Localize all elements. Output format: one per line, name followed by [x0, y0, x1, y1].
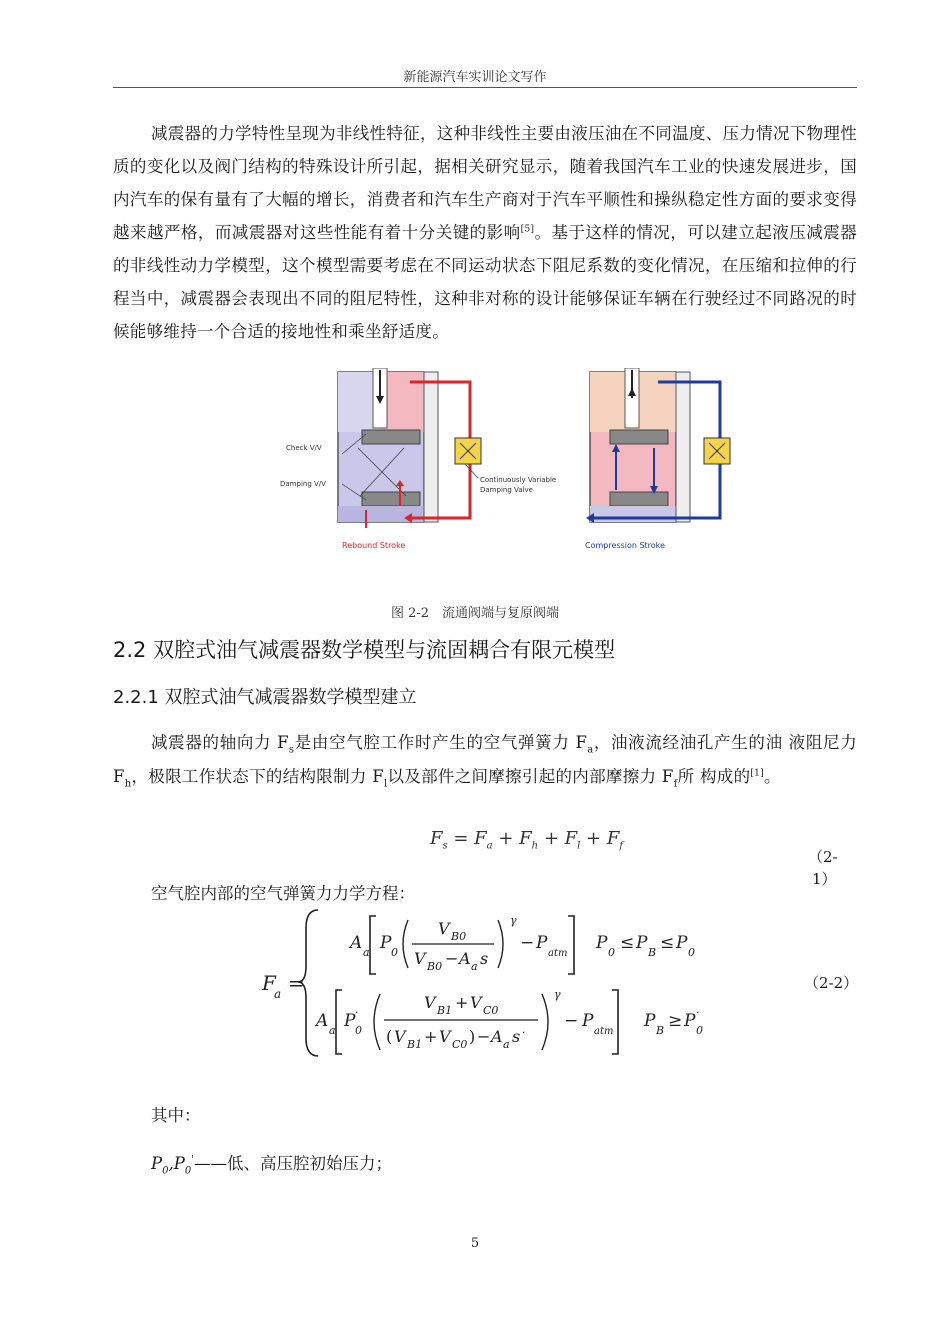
- svg-text:B0: B0: [451, 930, 467, 943]
- symbol-Fl-sub: l: [384, 778, 388, 790]
- svg-text:a: a: [274, 987, 282, 1001]
- citation-5[interactable]: [5]: [520, 224, 535, 235]
- svg-text:A: A: [316, 1011, 329, 1031]
- symbol-Ff: F: [661, 767, 674, 786]
- damper-diagram: [280, 368, 732, 552]
- equation-2-1: $F_s = F_a + F_h + F_l + F_f$: [430, 828, 624, 852]
- svg-text:0: 0: [696, 1024, 703, 1037]
- svg-text:0: 0: [608, 946, 615, 959]
- svg-text:A: A: [350, 933, 363, 953]
- svg-text:P: P: [684, 1011, 696, 1031]
- label-damping-valve: Damping V/V: [280, 480, 326, 488]
- rebound-diagram: [280, 368, 556, 550]
- svg-text:·: ·: [522, 1026, 526, 1039]
- svg-text:s: s: [512, 1027, 521, 1046]
- svg-text:a: a: [503, 1038, 510, 1051]
- svg-text:C0: C0: [452, 1038, 468, 1051]
- equation-number-2-2: （2-2）: [804, 974, 859, 992]
- page-number: 5: [470, 1236, 480, 1251]
- symbol-Fh-sub: h: [124, 778, 132, 790]
- svg-text:P: P: [380, 933, 392, 953]
- svg-text:−: −: [477, 1027, 491, 1046]
- p2-text-1: 减震器的轴向力: [151, 733, 278, 752]
- running-header: 新能源汽车实训论文写作: [403, 70, 547, 85]
- air-spring-intro: 空气腔内部的空气弹簧力力学方程：: [151, 884, 415, 903]
- symbol-p0-pair: $P_0,P_0'$: [151, 1154, 194, 1177]
- p2-text-3: ，油液流经油孔产生的油 液阻尼力: [593, 733, 857, 752]
- label-rebound-stroke: Rebound Stroke: [342, 541, 406, 550]
- svg-text:·: ·: [355, 1006, 359, 1019]
- svg-text:B1: B1: [407, 1038, 423, 1051]
- svg-text:B: B: [656, 1024, 665, 1037]
- svg-text:B1: B1: [437, 1004, 453, 1017]
- p2-text-5: 以及部件之间摩擦引起的内部摩擦力: [387, 767, 662, 786]
- label-cvd-valve-2: Damping Valve: [480, 486, 533, 494]
- svg-text:A: A: [491, 1027, 503, 1046]
- svg-text:−: −: [445, 949, 459, 968]
- svg-text:(: (: [386, 1027, 393, 1046]
- label-cvd-valve-1: Continuously Variable: [480, 476, 557, 484]
- svg-text:≤: ≤: [660, 933, 675, 953]
- section-heading: 2.2 双腔式油气减震器数学模型与流固耦合有限元模型: [113, 638, 616, 662]
- svg-text:V: V: [439, 1027, 451, 1046]
- svg-text:s: s: [480, 949, 489, 968]
- equation-2-2: [258, 908, 718, 1058]
- svg-text:P: P: [644, 1011, 656, 1031]
- svg-text:·: ·: [696, 1006, 700, 1019]
- symbol-Fl: F: [372, 767, 384, 786]
- svg-text:−: −: [564, 1011, 579, 1031]
- svg-text:P: P: [536, 933, 548, 953]
- definition-p0-text: ——低、高压腔初始压力；: [193, 1154, 392, 1173]
- compression-diagram: [585, 368, 730, 550]
- svg-text:+: +: [455, 993, 469, 1012]
- svg-text:−: −: [520, 933, 535, 953]
- intro-text-1: 减震器的力学特性呈现为非线性特征，这种非线性主要由液压油在不同温度、压力情况下物理性质的变化以及阀门结构的特殊设计所引起，据相关研究显示，随着我国汽车工业的快速发展进步，国内汽车的保有量有了大幅的增长，消费者和汽车生产商对于汽车平顺性和操纵稳定性方面的要求变得越来越严格，而减震器对这些性能有着十分关键的影响: [113, 124, 857, 242]
- svg-text:γ: γ: [510, 914, 517, 927]
- svg-text:P: P: [636, 933, 648, 953]
- svg-text:V: V: [424, 993, 436, 1012]
- svg-text:atm: atm: [594, 1026, 614, 1037]
- symbol-Fs-sub: s: [288, 744, 295, 756]
- svg-text:a: a: [471, 960, 478, 973]
- svg-text:+: +: [424, 1027, 438, 1046]
- svg-text:P: P: [582, 1011, 594, 1031]
- svg-text:a: a: [363, 946, 370, 959]
- svg-text:A: A: [459, 949, 471, 968]
- svg-text:F: F: [262, 971, 276, 995]
- p2-text-end: 。: [764, 767, 781, 786]
- symbol-Fa: F: [575, 733, 588, 752]
- symbol-Fh: F: [113, 767, 125, 786]
- svg-text:V: V: [438, 919, 450, 938]
- axial-force-paragraph: [113, 726, 857, 794]
- label-compression-stroke: Compression Stroke: [585, 541, 665, 550]
- svg-text:B0: B0: [427, 960, 443, 973]
- svg-text:=: =: [288, 971, 305, 995]
- svg-text:P: P: [596, 933, 608, 953]
- svg-text:a: a: [329, 1024, 336, 1037]
- svg-text:0: 0: [355, 1024, 362, 1037]
- subsection-heading: 2.2.1 双腔式油气减震器数学模型建立: [113, 687, 417, 708]
- header-rule: [113, 87, 857, 88]
- svg-text:B: B: [648, 946, 657, 959]
- svg-text:V: V: [394, 1027, 406, 1046]
- intro-paragraph: [113, 117, 857, 348]
- p2-text-6: 所 构成的: [677, 767, 751, 786]
- svg-text:V: V: [470, 993, 482, 1012]
- where-label: 其中：: [151, 1106, 201, 1125]
- symbol-Fs: F: [277, 733, 289, 752]
- citation-1[interactable]: [1]: [750, 768, 765, 779]
- p2-text-4: ，极限工作状态下的结构限制力: [131, 767, 373, 786]
- definition-p0: [151, 1150, 392, 1177]
- svg-text:V: V: [414, 949, 426, 968]
- svg-text:atm: atm: [548, 948, 568, 959]
- svg-text:≤: ≤: [620, 933, 635, 953]
- eq1-number-line1: （2-: [808, 848, 838, 866]
- svg-text:γ: γ: [554, 988, 561, 1001]
- svg-text:P: P: [344, 1011, 356, 1031]
- label-check-valve: Check V/V: [286, 444, 322, 452]
- svg-text:≥: ≥: [668, 1011, 683, 1031]
- eq1-number-line2: 1）: [812, 870, 837, 888]
- symbol-Ff-sub: f: [673, 778, 678, 790]
- figure-damper-strokes: [280, 368, 732, 552]
- svg-text:): ): [469, 1027, 476, 1046]
- symbol-Fa-sub: a: [587, 744, 594, 756]
- svg-text:0: 0: [391, 946, 398, 959]
- equation-2-2-svg: [258, 908, 718, 1058]
- figure-caption: 图 2-2 流通阀端与复原阀端: [390, 606, 560, 621]
- intro-text-2: 。基于这样的情况，可以建立起液压减震器的非线性动力学模型，这个模型需要考虑在不同运动状态下阻尼系数的变化情况，在压缩和拉伸的行程当中，减震器会表现出不同的阻尼特性，这种非对称的设计能够保证车辆在行驶经过不同路况的时候能够维持一个合适的接地性和乘坐舒适度。: [113, 223, 858, 341]
- p2-text-2: 是由空气腔工作时产生的空气弹簧力: [294, 733, 576, 752]
- equation-number-2-1: [808, 846, 838, 890]
- svg-text:0: 0: [688, 946, 695, 959]
- eq1-F: F: [430, 828, 443, 849]
- svg-text:P: P: [676, 933, 688, 953]
- svg-text:C0: C0: [483, 1004, 499, 1017]
